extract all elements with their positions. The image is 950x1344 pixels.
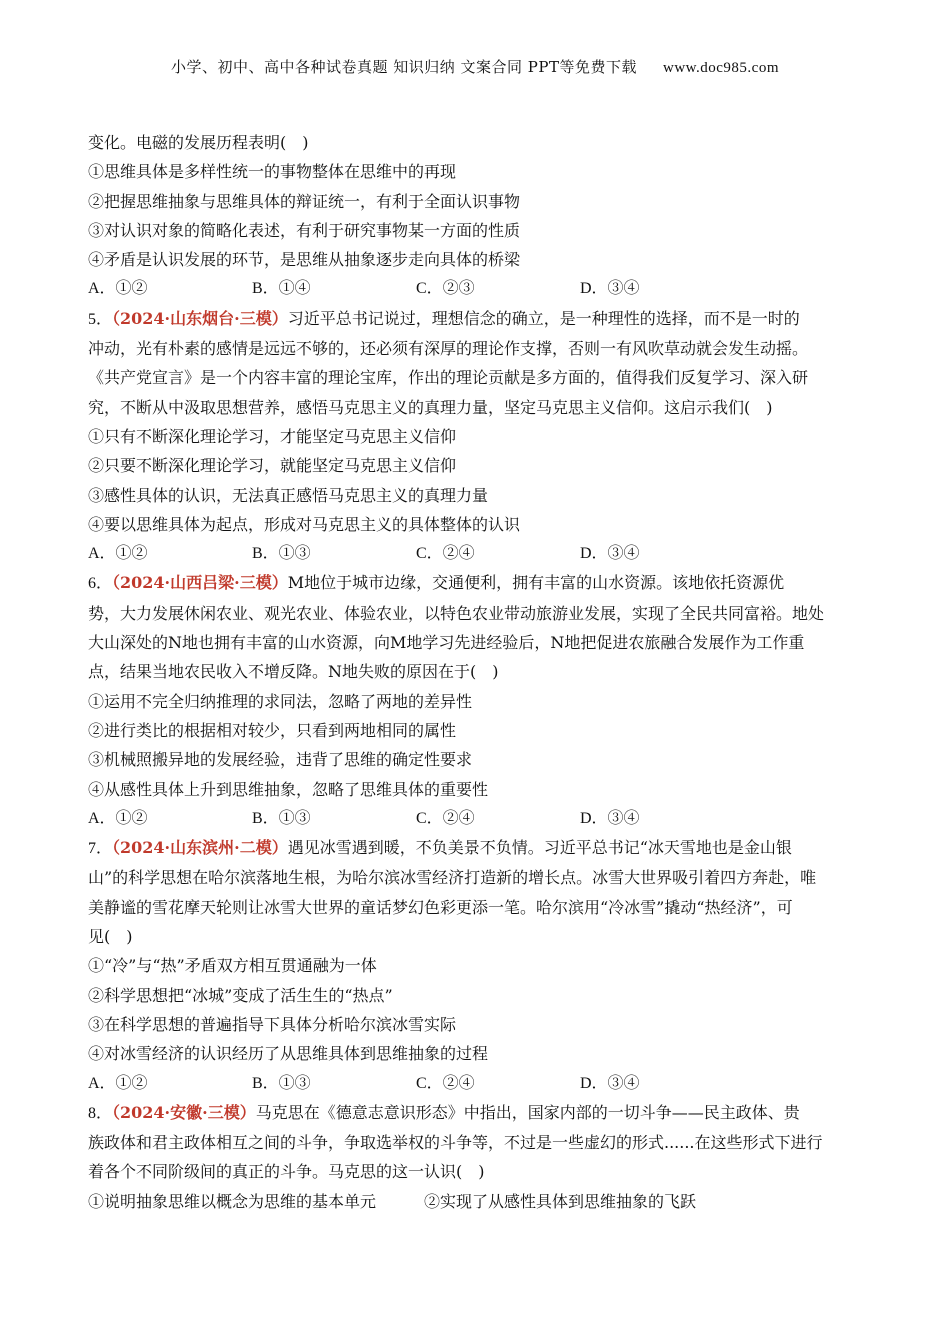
option-b: B．①③ — [252, 1074, 311, 1092]
question-stem — [88, 568, 863, 598]
option-d: D．③④ — [580, 1074, 640, 1092]
choice-item: ①思维具体是多样性统一的事物整体在思维中的再现 — [88, 162, 457, 182]
question-7 — [88, 833, 863, 1098]
question-number: 6． — [88, 575, 113, 593]
answer-options — [88, 539, 863, 568]
question-content — [88, 128, 863, 1216]
question-stem: 变化。电磁的发展历程表明( ) — [88, 133, 309, 152]
question-source: （2024·山东烟台·三模） — [112, 308, 288, 328]
question-stem — [88, 1098, 863, 1128]
question-source: （2024·山东滨州·二模） — [112, 838, 288, 858]
question-8 — [88, 1098, 863, 1216]
question-source: （2024·安徽·三模） — [112, 1102, 256, 1122]
question-number: 7． — [88, 840, 113, 858]
choice-item: ③机械照搬异地的发展经验，违背了思维的确定性要求 — [88, 750, 473, 770]
choice-item: ②科学思想把“冰城”变成了活生生的“热点” — [88, 985, 393, 1005]
option-b: B．①③ — [252, 809, 311, 827]
stem-line: 《共产党宣言》是一个内容丰富的理论宝库，作出的理论贡献是多方面的，值得我们反复学习、深入研 — [88, 368, 809, 388]
choice-item: ②进行类比的根据相对较少，只看到两地相同的属性 — [88, 720, 457, 740]
option-d: D．③④ — [580, 809, 640, 827]
question-4 — [88, 128, 863, 304]
option-a: A．①② — [88, 545, 148, 563]
question-source: （2024·山西吕梁·三模） — [112, 573, 288, 593]
option-c: C．②④ — [416, 809, 475, 827]
choice-item: ①只有不断深化理论学习，才能坚定马克思主义信仰 — [88, 426, 457, 446]
stem-line: 美静谧的雪花摩天轮则让冰雪大世界的童话梦幻色彩更添一笔。哈尔滨用“冷冰雪”撬动“热经济”，可 — [88, 897, 793, 917]
question-stem — [88, 304, 863, 334]
question-number: 8． — [88, 1104, 113, 1122]
question-number: 5． — [88, 310, 113, 328]
choice-item: ③对认识对象的简略化表述，有利于研究事物某一方面的性质 — [88, 220, 521, 240]
choice-item: ③感性具体的认识，无法真正感悟马克思主义的真理力量 — [88, 485, 489, 505]
option-c: C．②④ — [416, 1074, 475, 1092]
question-5 — [88, 304, 863, 569]
stem-line: 见( ) — [88, 927, 133, 947]
page-header — [0, 56, 950, 77]
choice-item: ③在科学思想的普遍指导下具体分析哈尔滨冰雪实际 — [88, 1014, 457, 1034]
choice-item: ④要以思维具体为起点，形成对马克思主义的具体整体的认识 — [88, 514, 521, 534]
choice-item: ②把握思维抽象与思维具体的辩证统一，有利于全面认识事物 — [88, 191, 521, 211]
answer-options — [88, 804, 863, 833]
stem-line: 山”的科学思想在哈尔滨落地生根，为哈尔滨冰雪经济打造新的增长点。冰雪大世界吸引着四方奔赴，唯 — [88, 868, 817, 888]
option-a: A．①② — [88, 809, 148, 827]
stem-line: 遇见冰雪遇到暖，不负美景不负情。习近平总书记“冰天雪地也是金山银 — [287, 838, 792, 858]
answer-options — [88, 274, 863, 303]
option-c: C．②③ — [416, 280, 475, 298]
header-text: 小学、初中、高中各种试卷真题 知识归纳 文案合同 PPT等免费下载 — [170, 58, 637, 76]
choice-item: ④从感性具体上升到思维抽象，忽略了思维具体的重要性 — [88, 779, 489, 799]
option-b: B．①④ — [252, 280, 311, 298]
stem-line: 马克思在《德意志意识形态》中指出，国家内部的一切斗争——民主政体、贵 — [255, 1102, 800, 1122]
stem-line: 习近平总书记说过，理想信念的确立，是一种理性的选择，而不是一时的 — [287, 308, 800, 328]
question-stem — [88, 833, 863, 863]
stem-line: 冲动，光有朴素的感情是远远不够的，还必须有深厚的理论作支撑，否则一有风吹草动就会发生动摇。 — [88, 339, 809, 359]
option-d: D．③④ — [580, 545, 640, 563]
choice-item: ④对冰雪经济的认识经历了从思维具体到思维抽象的过程 — [88, 1044, 489, 1064]
choice-item: ①说明抽象思维以概念为思维的基本单元 — [88, 1191, 377, 1211]
stem-line: 着各个不同阶级间的真正的斗争。马克思的这一认识( ) — [88, 1162, 485, 1182]
stem-line: 势，大力发展休闲农业、观光农业、体验农业，以特色农业带动旅游业发展，实现了全民共同富裕。地处 — [88, 603, 825, 623]
stem-line: M地位于城市边缘，交通便利，拥有丰富的山水资源。该地依托资源优 — [287, 573, 785, 593]
choice-item: ④矛盾是认识发展的环节，是思维从抽象逐步走向具体的桥梁 — [88, 250, 521, 270]
stem-line: 族政体和君主政体相互之间的斗争，争取选举权的斗争等，不过是一些虚幻的形式......在这些形式下进行 — [88, 1133, 823, 1153]
choice-items-row — [88, 1187, 863, 1216]
choice-item: ①“冷”与“热”矛盾双方相互贯通融为一体 — [88, 956, 377, 976]
option-a: A．①② — [88, 280, 148, 298]
choice-item: ②只要不断深化理论学习，就能坚定马克思主义信仰 — [88, 456, 457, 476]
stem-line: 点，结果当地农民收入不增反降。N地失败的原因在于( ) — [88, 662, 499, 682]
stem-line: 究，不断从中汲取思想营养，感悟马克思主义的真理力量，坚定马克思主义信仰。这启示我们( ) — [88, 397, 773, 417]
stem-line: 大山深处的N地也拥有丰富的山水资源，向M地学习先进经验后，N地把促进农旅融合发展作为工作重 — [88, 633, 805, 653]
choice-item: ②实现了从感性具体到思维抽象的飞跃 — [424, 1191, 697, 1211]
header-site: www.doc985.com — [662, 60, 779, 76]
option-a: A．①② — [88, 1074, 148, 1092]
option-c: C．②④ — [416, 545, 475, 563]
option-b: B．①③ — [252, 545, 311, 563]
choice-item: ①运用不完全归纳推理的求同法，忽略了两地的差异性 — [88, 691, 473, 711]
answer-options — [88, 1069, 863, 1098]
question-6 — [88, 568, 863, 833]
option-d: D．③④ — [580, 280, 640, 298]
